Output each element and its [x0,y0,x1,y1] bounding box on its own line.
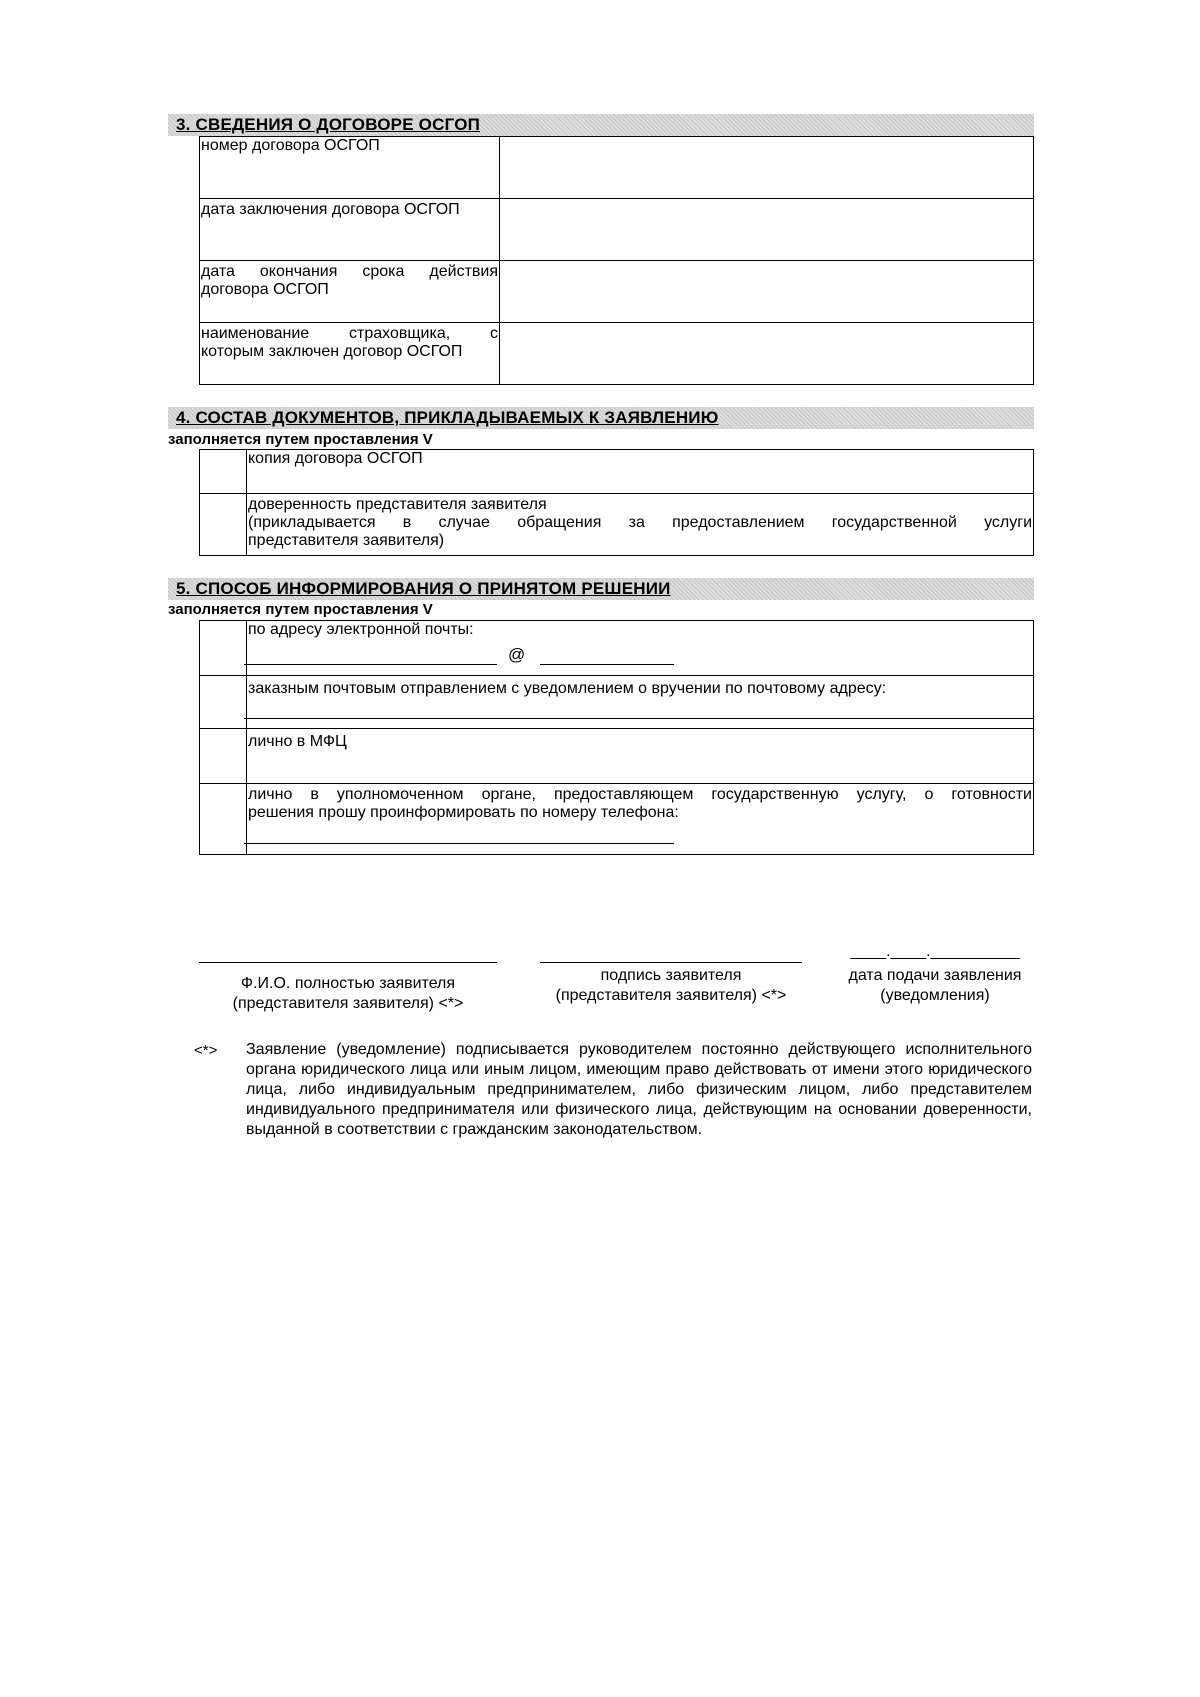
footnote-text: Заявление (уведомление) подписывается руководителем постоянно действующего исполнительного органа юридического лица или иным лицом, имеющим право действовать от имени этого юридического лица, либо индивидуальным предпринимателем, либо физическим лицом, либо представителем индивидуального предпринимателя или физического лица, действующим на основании доверенности, выданной в соответствии с гражданским законодательством. [246,1041,1032,1138]
insurer-name-label-line1: наименование страховщика, с [201,325,498,342]
insurer-name-label-line2: которым заключен договор ОСГОП [201,343,463,360]
table-row [200,323,1034,385]
list-item [247,676,1034,729]
table-row [200,729,1034,784]
checkbox-power-of-attorney[interactable] [200,494,247,556]
footnote-mark: <*> [194,1042,218,1059]
section4-table [199,449,1034,556]
date-caption-line2: (уведомления) [880,987,990,1004]
power-of-attorney-line1: доверенность представителя заявителя [248,496,547,513]
postal-address-field[interactable] [244,718,1034,719]
applicant-signature-caption-line2: (представителя заявителя) <*> [555,987,787,1004]
checkbox-mail[interactable] [200,676,247,729]
section3-table [199,136,1034,385]
table-row [200,199,1034,261]
table-row [200,621,1034,676]
table-row [200,261,1034,323]
contract-end-date-label-line2: договора ОСГОП [201,281,329,298]
email-option-label: по адресу электронной почты: [248,621,474,638]
section4-title: 4. СОСТАВ ДОКУМЕНТОВ, ПРИКЛАДЫВАЕМЫХ К ЗАЯВЛЕНИЮ [176,408,719,427]
power-of-attorney-line2: (прикладывается в случае обращения за предоставлением государственной услуги [248,514,1032,531]
table-row [200,676,1034,729]
mail-option-label: заказным почтовым отправлением с уведомлением о вручении по почтовому адресу: [248,680,887,697]
contract-number-label: номер договора ОСГОП [200,137,500,199]
applicant-signature-line[interactable] [540,962,802,963]
contract-date-field[interactable] [500,199,1034,261]
date-caption [830,966,1040,1006]
contract-date-label: дата заключения договора ОСГОП [200,199,500,261]
email-user-field[interactable] [244,664,497,665]
section5-title: 5. СПОСОБ ИНФОРМИРОВАНИЯ О ПРИНЯТОМ РЕШЕНИИ [176,579,671,598]
applicant-name-line[interactable] [199,962,497,963]
power-of-attorney-line3: представителя заявителя) [248,532,445,549]
section4-subtitle: заполняется путем проставления V [168,431,433,448]
email-at-sign: @ [508,645,526,664]
applicant-name-caption-line1: Ф.И.О. полностью заявителя [240,975,456,992]
section5-header [168,578,1034,600]
applicant-name-caption-line2: (представителя заявителя) <*> [232,995,464,1012]
section5-table [199,620,1034,855]
checkbox-authority[interactable] [200,784,247,855]
applicant-name-caption [199,974,497,1014]
section5-subtitle: заполняется путем проставления V [168,601,433,618]
authority-option-line2: решения прошу проинформировать по номеру телефона: [248,804,679,821]
section3-title: 3. СВЕДЕНИЯ О ДОГОВОРЕ ОСГОП [176,115,481,134]
list-item: копия договора ОСГОП [247,450,1034,494]
applicant-signature-caption [530,966,812,1006]
applicant-signature-caption-line1: подпись заявителя [600,967,742,984]
authority-option-line1: лично в уполномоченном органе, предоставляющем государственную услугу, о готовности [248,786,1032,803]
table-row [200,494,1034,556]
list-item [247,494,1034,556]
insurer-name-label [200,323,500,385]
contract-end-date-label-line1: дата окончания срока действия [201,263,498,280]
table-row [200,450,1034,494]
mfc-option-label: лично в МФЦ [248,733,347,750]
section4-header [168,407,1034,429]
email-domain-field[interactable] [540,664,674,665]
date-field[interactable]: ____.____.__________ [850,943,1020,960]
table-row [200,137,1034,199]
phone-number-field[interactable] [244,843,674,844]
contract-number-field[interactable] [500,137,1034,199]
insurer-name-field[interactable] [500,323,1034,385]
section3-header [168,114,1034,136]
checkbox-mfc[interactable] [200,729,247,784]
list-item [247,729,1034,784]
list-item [247,621,1034,676]
contract-end-date-label [200,261,500,323]
contract-end-date-field[interactable] [500,261,1034,323]
date-caption-line1: дата подачи заявления [848,967,1022,984]
checkbox-email[interactable] [200,621,247,676]
checkbox-contract-copy[interactable] [200,450,247,494]
